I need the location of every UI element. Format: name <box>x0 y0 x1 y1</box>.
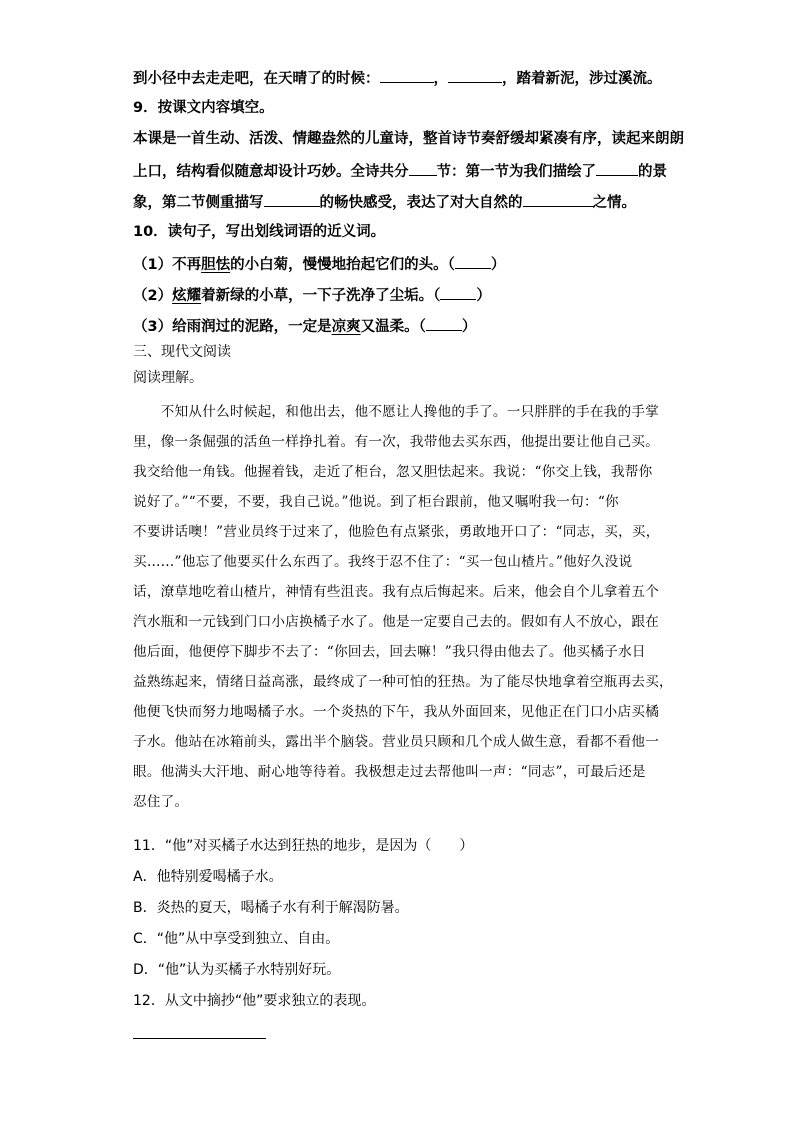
passage-line: 话，潦草地吃着山楂片，神情有些沮丧。我有点后悔起来。后来，他会自个儿拿着五个 <box>133 584 660 600</box>
q9-line-2-text-b: 节：第一节为我们描绘了 <box>436 164 596 180</box>
passage-line: 忍住了。 <box>133 794 189 810</box>
q9-blank-scene[interactable] <box>596 160 638 176</box>
q10-s1-pre: （1）不再 <box>133 257 202 273</box>
q9-title: 9．按课文内容填空。 <box>133 100 274 116</box>
q10-s1-underlined-word: 胆怯 <box>201 257 231 273</box>
section-subheading: 阅读理解。 <box>133 370 203 386</box>
q10-answer-blank-3[interactable] <box>426 315 462 331</box>
q10-s1-post: 的小白菊，慢慢地抬起它们的头。（ <box>230 257 455 273</box>
q10-s2-underlined-word: 炫耀 <box>172 288 202 304</box>
passage-line: 里，像一条倔强的活鱼一样挣扎着。有一次，我带他去买东西，他提出要让他自己买。 <box>133 434 660 450</box>
q9-blank-emotion[interactable] <box>523 191 593 207</box>
passage-line: 不要讲话噢！”营业员终于过来了，他脸色有点紧张，勇敢地开口了：“同志，买，买， <box>133 524 660 540</box>
q10-s1-close: ） <box>490 257 506 273</box>
q10-s2-close: ） <box>476 288 491 304</box>
q10-s2-pre: （2） <box>133 288 173 304</box>
q9-line-3-text-c: 之情。 <box>592 195 636 211</box>
q10-answer-blank-1[interactable] <box>455 253 491 269</box>
passage-line: 他后面，他便停下脚步不去了：“你回去，回去嘛！”我只得由他去了。他买橘子水日 <box>133 644 646 660</box>
q10-s3-post: 又温柔。（ <box>360 319 426 335</box>
q9-blank-sections[interactable] <box>409 160 437 176</box>
q9-blank-feeling[interactable] <box>264 191 320 207</box>
q9-line-3-text-b: 的畅快感受，表达了对大自然的 <box>319 195 523 211</box>
q8-blank-2[interactable] <box>448 67 502 83</box>
q9-line-2-text-a: 上口，结构看似随意却设计巧妙。全诗共分 <box>133 164 409 180</box>
q9-line-2 <box>133 160 667 182</box>
section-heading: 三、现代文阅读 <box>133 344 231 360</box>
passage-line: 益熟练起来，情绪日益高涨，最终成了一种可怕的狂热。为了能尽快地拿着空瓶再去买， <box>133 674 673 690</box>
q8-blank-1[interactable] <box>380 67 434 83</box>
q9-line-1: 本课是一首生动、活泼、情趣盎然的儿童诗，整首诗节奏舒缓却紧凑有序，读起来朗朗 <box>133 131 684 147</box>
passage-line: 汽水瓶和一元钱到门口小店换橘子水了。他是一定要自己去的。假如有人不放心，跟在 <box>133 614 660 630</box>
q11-option-a[interactable]: A．他特别爱喝橘子水。 <box>133 869 283 885</box>
passage-line: 他便飞快而努力地喝橘子水。一个炎热的下午，我从外面回来，见他正在门口小店买橘 <box>133 704 660 720</box>
q12-answer-line[interactable] <box>133 1038 266 1039</box>
passage-line: 说好了。”“不要，不要，我自己说。”他说。到了柜台跟前，他又嘱咐我一句：“你 <box>133 494 619 510</box>
q8-end: ，踏着新泥，涉过溪流。 <box>502 71 662 87</box>
q10-sentence-2 <box>133 284 491 306</box>
q10-sentence-1 <box>133 253 505 275</box>
q11-stem: 11．“他”对买橘子水达到狂热的地步，是因为（ ） <box>133 838 474 854</box>
q9-line-3 <box>133 191 636 213</box>
q9-line-2-text-c: 的景 <box>638 164 667 180</box>
reading-passage <box>133 400 673 820</box>
passage-line: 眼。他满头大汗地、耐心地等待着。我极想走过去帮他叫一声：“同志”，可最后还是 <box>133 764 646 780</box>
q8-lead: 到小径中去走走吧，在天晴了的时候： <box>133 71 380 87</box>
q10-s3-close: ） <box>461 319 477 335</box>
q12-stem: 12．从文中摘抄“他”要求独立的表现。 <box>133 993 376 1009</box>
q11-option-b[interactable]: B．炎热的夏天，喝橘子水有利于解渴防暑。 <box>133 900 409 916</box>
q10-sentence-3 <box>133 315 476 337</box>
q9-line-3-text-a: 象，第二节侧重描写 <box>133 195 264 211</box>
q10-s3-underlined-word: 凉爽 <box>331 319 361 335</box>
q11-option-c[interactable]: C．“他”从中享受到独立、自由。 <box>133 931 340 947</box>
passage-line: 买……”他忘了他要买什么东西了。我终于忍不住了：“买一包山楂片。”他好久没说 <box>133 554 633 570</box>
passage-line: 子水。他站在冰箱前头，露出半个脑袋。营业员只顾和几个成人做生意，看都不看他一 <box>133 734 660 750</box>
q10-s3-pre: （3）给雨润过的泥路，一定是 <box>133 319 332 335</box>
q8-comma: ， <box>433 71 448 87</box>
q11-option-d[interactable]: D．“他”认为买橘子水特别好玩。 <box>133 962 341 978</box>
q8-line <box>133 67 662 89</box>
q10-s2-post: 着新绿的小草，一下子洗净了尘垢。（ <box>201 288 441 304</box>
q10-answer-blank-2[interactable] <box>440 284 476 300</box>
q10-title: 10．读句子，写出划线词语的近义词。 <box>133 224 386 240</box>
passage-line: 不知从什么时候起，和他出去，他不愿让人搀他的手了。一只胖胖的手在我的手掌 <box>133 404 660 420</box>
passage-line: 我交给他一角钱。他握着钱，走近了柜台，忽又胆怯起来。我说：“你交上钱，我帮你 <box>133 464 653 480</box>
